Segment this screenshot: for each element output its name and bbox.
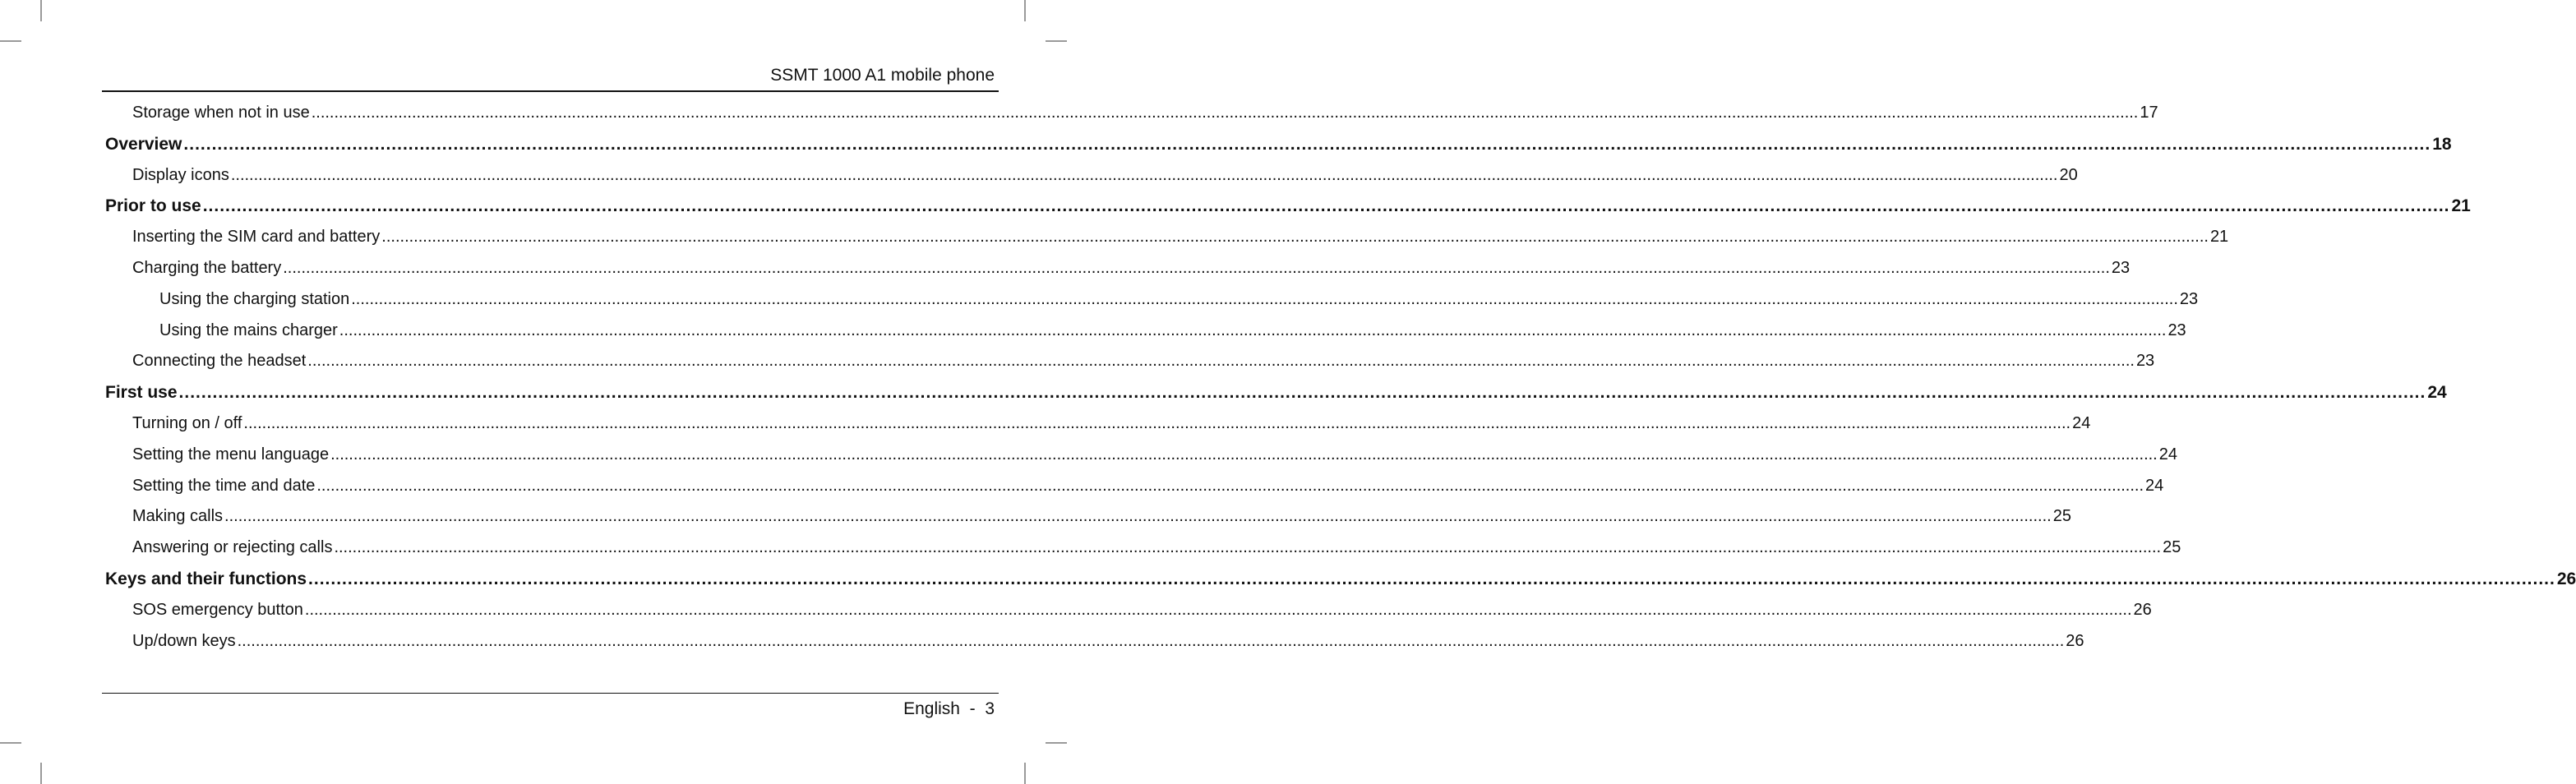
toc-entry-title: Up/down keys <box>132 631 236 650</box>
toc-dot-leader: ................................................................................................................................................................................................................................................................................................................................................................................................................ <box>178 383 2426 403</box>
toc-dot-leader: ................................................................................................................................................................................................................................................................................................................................................................................................................ <box>304 600 2132 619</box>
toc-dot-leader: ................................................................................................................................................................................................................................................................................................................................................................................................................ <box>311 104 2139 122</box>
toc-entry[interactable] <box>105 196 2471 226</box>
toc-entry[interactable] <box>105 134 2452 164</box>
toc-entry[interactable] <box>105 383 2447 413</box>
crop-mark-top-left <box>40 0 42 21</box>
toc-entry-page: 25 <box>2163 538 2181 557</box>
toc-dot-leader: ................................................................................................................................................................................................................................................................................................................................................................................................................ <box>237 631 2065 650</box>
toc-dot-leader: ................................................................................................................................................................................................................................................................................................................................................................................................................ <box>330 445 2158 463</box>
toc-entry-page: 23 <box>2179 289 2199 308</box>
toc-entry-page: 23 <box>2135 352 2155 371</box>
toc-dot-leader: ................................................................................................................................................................................................................................................................................................................................................................................................................ <box>334 538 2162 557</box>
toc-dot-leader: ................................................................................................................................................................................................................................................................................................................................................................................................................ <box>316 476 2144 495</box>
page-footer <box>903 699 995 719</box>
footer-separator: - <box>969 699 976 718</box>
toc-entry-page: 24 <box>2072 414 2091 432</box>
toc-entry-title: First use <box>105 383 178 403</box>
toc-dot-leader: ................................................................................................................................................................................................................................................................................................................................................................................................................ <box>339 321 2167 339</box>
toc-dot-leader: ................................................................................................................................................................................................................................................................................................................................................................................................................ <box>230 165 2058 184</box>
toc-entry[interactable] <box>132 352 2155 381</box>
toc-entry[interactable] <box>132 104 2158 133</box>
toc-entry[interactable] <box>132 445 2177 475</box>
toc-entry-title: Charging the battery <box>132 259 282 277</box>
crop-mark-bottom-left-h <box>0 742 21 744</box>
toc-entry[interactable] <box>132 165 2078 196</box>
toc-entry[interactable] <box>132 600 2152 630</box>
toc-dot-leader: ................................................................................................................................................................................................................................................................................................................................................................................................................ <box>381 228 2209 247</box>
footer-page-number: 3 <box>985 699 995 718</box>
running-head: SSMT 1000 A1 mobile phone <box>770 66 995 85</box>
toc-entry-title: Overview <box>105 134 182 154</box>
toc-dot-leader: ................................................................................................................................................................................................................................................................................................................................................................................................................ <box>307 352 2135 371</box>
crop-mark-top-right-h <box>1046 40 1067 42</box>
toc-dot-leader: ................................................................................................................................................................................................................................................................................................................................................................................................................ <box>351 289 2178 308</box>
toc-entry-title: Turning on / off <box>132 414 242 432</box>
toc-entry-title: SOS emergency button <box>132 600 303 619</box>
toc-entry-page: 17 <box>2140 104 2158 122</box>
toc-entry[interactable] <box>132 259 2131 288</box>
toc-dot-leader: ................................................................................................................................................................................................................................................................................................................................................................................................................ <box>183 134 2431 154</box>
toc-entry-title: Inserting the SIM card and battery <box>132 228 381 247</box>
toc-entry-title: Display icons <box>132 165 229 184</box>
toc-entry[interactable] <box>105 570 2576 599</box>
toc-entry-page: 26 <box>2066 631 2084 650</box>
toc-entry-title: Setting the menu language <box>132 445 330 463</box>
toc-entry[interactable] <box>132 228 2229 257</box>
toc-entry-page: 24 <box>2145 476 2164 495</box>
toc-entry-page: 21 <box>2451 196 2471 216</box>
toc-entry-page: 23 <box>2167 321 2186 339</box>
toc-entry[interactable] <box>159 321 2186 351</box>
toc-entry-title: Connecting the headset <box>132 352 307 371</box>
toc-entry-title: Using the mains charger <box>159 321 338 339</box>
toc-entry-title: Setting the time and date <box>132 476 316 495</box>
toc-entry-title: Answering or rejecting calls <box>132 538 333 557</box>
toc-entry-page: 26 <box>2556 570 2576 588</box>
toc-entry-page: 26 <box>2133 600 2152 619</box>
toc-dot-leader: ................................................................................................................................................................................................................................................................................................................................................................................................................ <box>308 570 2555 588</box>
toc-entry[interactable] <box>132 476 2164 506</box>
toc-dot-leader: ................................................................................................................................................................................................................................................................................................................................................................................................................ <box>243 414 2071 432</box>
header-rule <box>102 90 999 92</box>
toc-entry-title: Storage when not in use <box>132 104 310 122</box>
toc-entry[interactable] <box>132 414 2091 444</box>
toc-entry-title: Prior to use <box>105 196 201 216</box>
crop-mark-bottom-left <box>40 763 42 784</box>
footer-language: English <box>903 699 960 718</box>
crop-mark-top-right <box>1024 0 1026 21</box>
toc-entry-title: Using the charging station <box>159 289 350 308</box>
toc-entry-title: Making calls <box>132 507 224 526</box>
toc-entry-title: Keys and their functions <box>105 570 307 588</box>
footer-rule <box>102 693 999 694</box>
toc-dot-leader: ................................................................................................................................................................................................................................................................................................................................................................................................................ <box>224 507 2052 526</box>
toc-entry-page: 18 <box>2432 134 2452 154</box>
toc-entry-page: 21 <box>2209 228 2229 247</box>
toc-entry[interactable] <box>132 631 2084 662</box>
toc-entry-page: 24 <box>2427 383 2447 403</box>
toc-entry[interactable] <box>159 289 2199 320</box>
crop-mark-top-left-h <box>0 40 21 42</box>
toc-entry[interactable] <box>132 507 2071 537</box>
crop-mark-bottom-right <box>1024 763 1026 784</box>
crop-mark-bottom-right-h <box>1046 742 1067 744</box>
toc-entry-page: 20 <box>2059 165 2078 184</box>
toc-dot-leader: ................................................................................................................................................................................................................................................................................................................................................................................................................ <box>283 259 2110 277</box>
toc-entry-page: 23 <box>2111 259 2131 277</box>
toc-entry-page: 24 <box>2158 445 2177 463</box>
toc-entry[interactable] <box>132 538 2181 568</box>
toc-dot-leader: ................................................................................................................................................................................................................................................................................................................................................................................................................ <box>202 196 2450 216</box>
toc-entry-page: 25 <box>2052 507 2071 526</box>
